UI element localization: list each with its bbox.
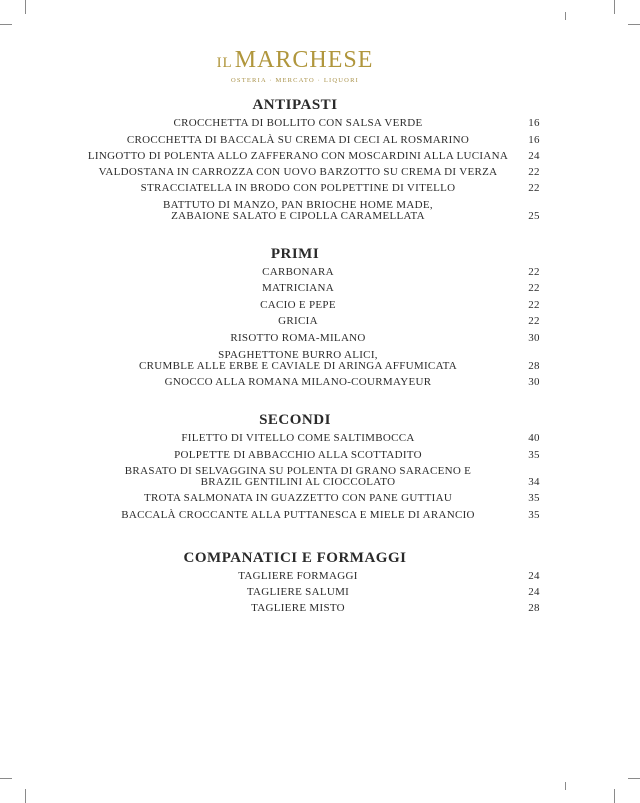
crop-mark (565, 12, 566, 20)
section-title: PRIMI (270, 246, 320, 262)
menu-item-price: 28 (528, 602, 540, 614)
menu-item-price: 35 (528, 492, 540, 504)
section-title: SECONDI (259, 412, 331, 428)
menu-item-name (0, 167, 596, 178)
menu-item-price: 24 (528, 586, 540, 598)
logo-name: MARCHESE (234, 47, 374, 73)
logo-prefix: IL (216, 55, 233, 71)
logo-wordmark (0, 46, 590, 77)
menu-item-name-line: GNOCCO ALLA ROMANA MILANO-COURMAYEUR (164, 376, 432, 388)
menu-item-name (0, 151, 596, 162)
menu-item-price: 35 (528, 509, 540, 521)
menu-item-name-line: CROCCHETTA DI BOLLITO CON SALSA VERDE (173, 117, 423, 129)
restaurant-logo (0, 46, 590, 84)
menu-item-name (0, 466, 596, 488)
menu-item-name-line: BRASATO DI SELVAGGINA SU POLENTA DI GRANO SARACENO E (124, 465, 472, 477)
crop-mark (0, 778, 12, 779)
menu-item-name (0, 510, 596, 521)
menu-item-price: 28 (528, 360, 540, 372)
menu-item-name (0, 333, 596, 344)
menu-item-name-line: TAGLIERE SALUMI (246, 586, 350, 598)
menu-item-name-line: GRICIA (278, 315, 318, 327)
menu-item-price: 30 (528, 376, 540, 388)
menu-item-name-line: CRUMBLE ALLE ERBE E CAVIALE DI ARINGA AFFUMICATA (139, 360, 457, 372)
menu-item-name (0, 118, 596, 129)
menu-item-name-line: LINGOTTO DI POLENTA ALLO ZAFFERANO CON MOSCARDINI ALLA LUCIANA (87, 150, 509, 162)
menu-item-price: 24 (528, 150, 540, 162)
crop-mark (0, 24, 12, 25)
menu-item-name-line: TAGLIERE FORMAGGI (238, 570, 358, 582)
menu-item-name-line: POLPETTE DI ABBACCHIO ALLA SCOTTADITO (174, 449, 422, 461)
menu-item-price: 25 (528, 210, 540, 222)
crop-mark (628, 24, 640, 25)
menu-item-price: 34 (528, 476, 540, 488)
menu-item-name (0, 433, 596, 444)
menu-item-name (0, 493, 596, 504)
menu-item-price: 22 (528, 315, 540, 327)
menu-item-price: 40 (528, 432, 540, 444)
menu-item-name (0, 450, 596, 461)
menu-item-price: 24 (528, 570, 540, 582)
menu-item-name-line: FILETTO DI VITELLO COME SALTIMBOCCA (181, 432, 415, 444)
crop-mark (628, 778, 640, 779)
crop-mark (614, 0, 615, 14)
menu-item-name (0, 350, 596, 372)
menu-item-price: 22 (528, 282, 540, 294)
crop-mark (614, 789, 615, 803)
menu-item-name (0, 135, 596, 146)
menu-item-name (0, 200, 596, 222)
menu-item-price: 16 (528, 134, 540, 146)
logo-tagline: OSTERIA · MERCATO · LIQUORI (231, 77, 359, 84)
menu-item-price: 30 (528, 332, 540, 344)
menu-item-name-line: TROTA SALMONATA IN GUAZZETTO CON PANE GUTTIAU (143, 492, 453, 504)
menu-item-name-line: BATTUTO DI MANZO, PAN BRIOCHE HOME MADE, (163, 199, 433, 211)
section-title: ANTIPASTI (252, 97, 338, 113)
menu-item-name-line: TAGLIERE MISTO (251, 602, 345, 614)
menu-item-name (0, 316, 596, 327)
section-title: COMPANATICI E FORMAGGI (183, 550, 407, 566)
menu-item-price: 22 (528, 266, 540, 278)
menu-item-name-line: CACIO E PEPE (260, 299, 336, 311)
menu-item-price: 22 (528, 166, 540, 178)
menu-item-name (0, 283, 596, 294)
menu-item-price: 22 (528, 299, 540, 311)
menu-item-name-line: BRAZIL GENTILINI AL CIOCCOLATO (200, 476, 396, 488)
menu-item-name (0, 377, 596, 388)
menu-item-price: 35 (528, 449, 540, 461)
crop-mark (565, 782, 566, 790)
menu-item-name-line: VALDOSTANA IN CARROZZA CON UOVO BARZOTTO SU CREMA DI VERZA (98, 166, 498, 178)
menu-item-name (0, 267, 596, 278)
menu-item-name-line: BACCALÀ CROCCANTE ALLA PUTTANESCA E MIELE DI ARANCIO (121, 509, 475, 521)
menu-item-price: 16 (528, 117, 540, 129)
menu-item-name (0, 183, 596, 194)
menu-item-name-line: MATRICIANA (261, 282, 335, 294)
menu-item-name (0, 300, 596, 311)
menu-item-name (0, 603, 596, 614)
menu-item-name-line: CROCCHETTA DI BACCALÀ SU CREMA DI CECI AL ROSMARINO (126, 134, 470, 146)
menu-item-name-line: ZABAIONE SALATO E CIPOLLA CARAMELLATA (171, 210, 425, 222)
crop-mark (25, 0, 26, 14)
menu-item-name (0, 587, 596, 598)
menu-item-price: 22 (528, 182, 540, 194)
menu-item-name-line: CARBONARA (262, 266, 334, 278)
crop-mark (25, 789, 26, 803)
menu-item-name-line: SPAGHETTONE BURRO ALICI, (218, 349, 378, 361)
menu-item-name (0, 571, 596, 582)
menu-item-name-line: STRACCIATELLA IN BRODO CON POLPETTINE DI VITELLO (140, 182, 456, 194)
menu-item-name-line: RISOTTO ROMA-MILANO (230, 332, 366, 344)
